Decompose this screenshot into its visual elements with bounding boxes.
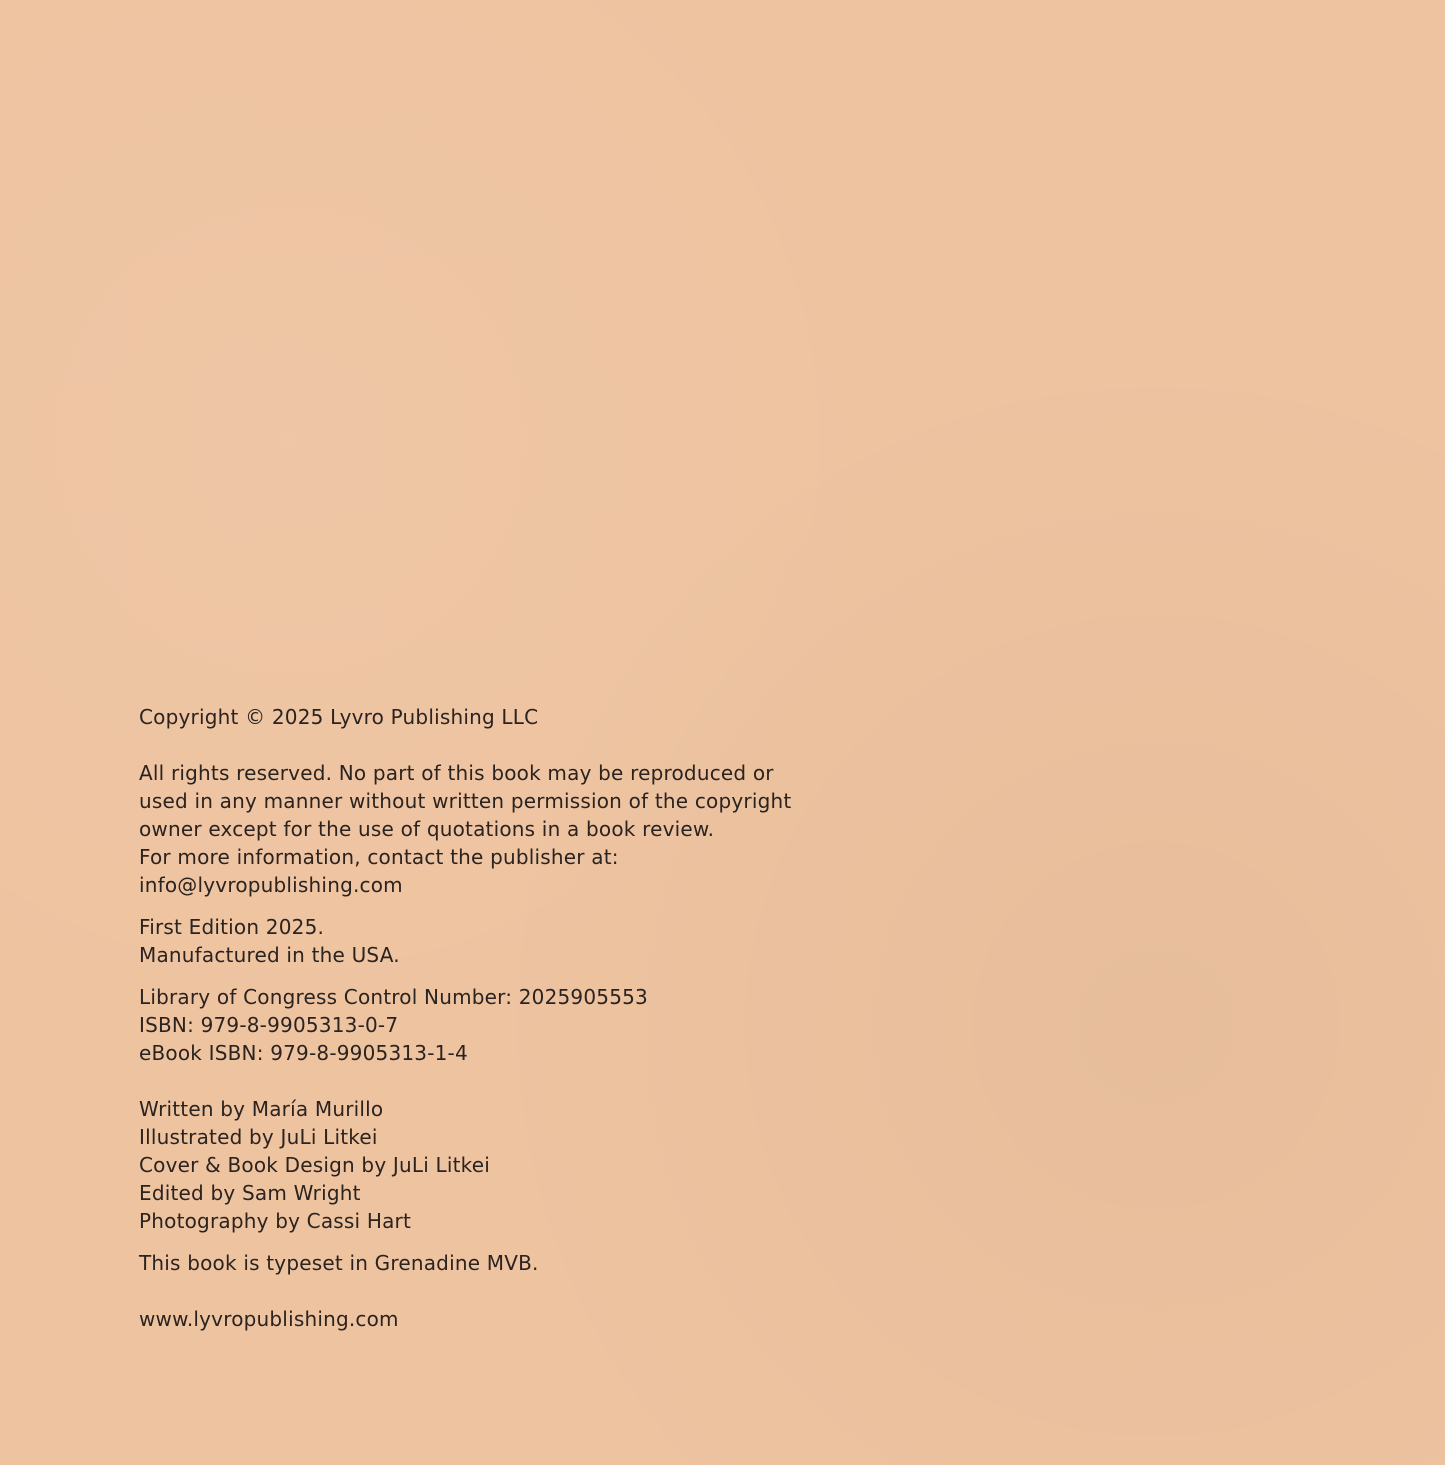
website-url: www.lyvropublishing.com xyxy=(139,1307,399,1331)
credit-photography: Photography by Cassi Hart xyxy=(139,1209,412,1233)
spacer xyxy=(139,969,899,983)
credit-design: Cover & Book Design by JuLi Litkei xyxy=(139,1153,491,1177)
identifiers xyxy=(139,983,899,1067)
lccn-line: Library of Congress Control Number: 2025905553 xyxy=(139,985,648,1009)
spacer xyxy=(139,1277,899,1305)
isbn-line: ISBN: 979-8-9905313-0-7 xyxy=(139,1013,399,1037)
rights-line: used in any manner without written permission of the copyright xyxy=(139,789,792,813)
credit-editor: Edited by Sam Wright xyxy=(139,1181,361,1205)
copyright-line: Copyright © 2025 Lyvro Publishing LLC xyxy=(139,705,539,729)
colophon-block xyxy=(139,703,899,1333)
spacer xyxy=(139,899,899,913)
credit-illustrator: Illustrated by JuLi Litkei xyxy=(139,1125,378,1149)
rights-statement xyxy=(139,759,899,899)
rights-line: owner except for the use of quotations in a book review. xyxy=(139,817,715,841)
spacer xyxy=(139,1235,899,1249)
edition-info xyxy=(139,913,899,969)
credits xyxy=(139,1095,899,1235)
spacer xyxy=(139,1067,899,1095)
edition-line: First Edition 2025. xyxy=(139,915,325,939)
contact-email: info@lyvropublishing.com xyxy=(139,873,403,897)
credit-author: Written by María Murillo xyxy=(139,1097,384,1121)
rights-line: All rights reserved. No part of this book may be reproduced or xyxy=(139,761,774,785)
typeset-note: This book is typeset in Grenadine MVB. xyxy=(139,1251,539,1275)
rights-line: For more information, contact the publisher at: xyxy=(139,845,619,869)
manufacture-line: Manufactured in the USA. xyxy=(139,943,400,967)
spacer xyxy=(139,731,899,759)
ebook-isbn-line: eBook ISBN: 979-8-9905313-1-4 xyxy=(139,1041,468,1065)
